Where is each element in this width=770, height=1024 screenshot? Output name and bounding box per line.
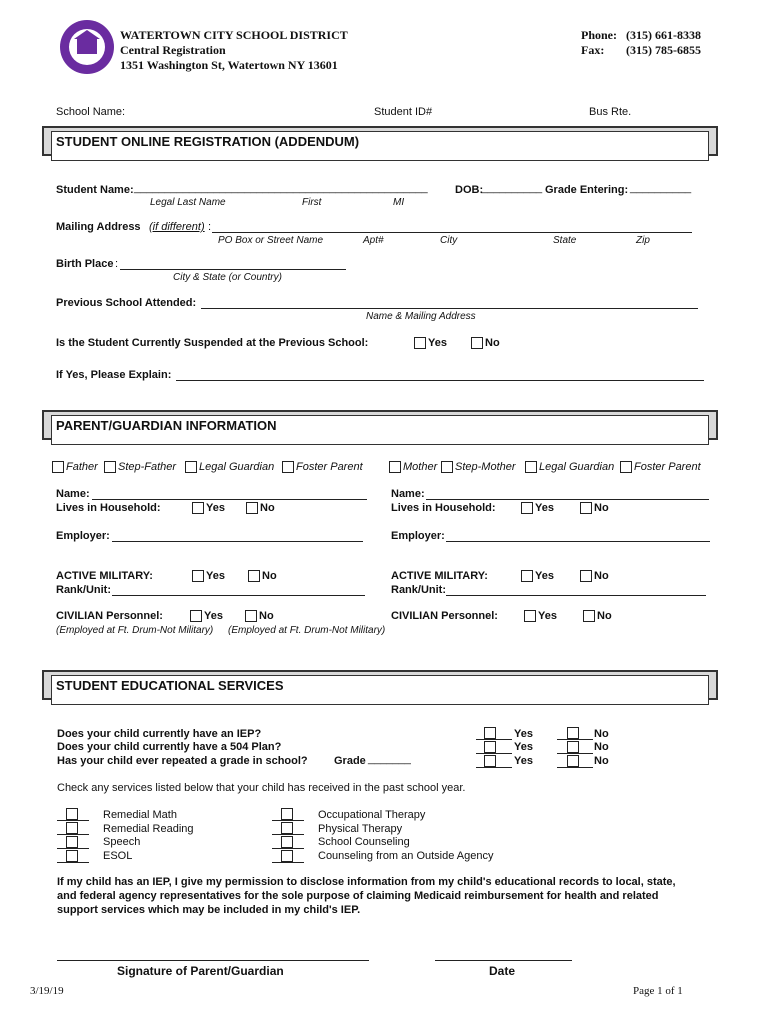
father-checkbox[interactable] [52, 461, 64, 473]
outside-counseling-checkbox[interactable] [281, 850, 293, 862]
civilian-note-right: (Employed at Ft. Drum-Not Military) [228, 625, 386, 636]
section-title: STUDENT EDUCATIONAL SERVICES [56, 678, 284, 693]
service-occupational-therapy: Occupational Therapy [318, 809, 426, 821]
parent1-military-label: ACTIVE MILITARY: [56, 570, 153, 582]
parent2-lives-yes-checkbox[interactable] [521, 502, 533, 514]
district-name: WATERTOWN CITY SCHOOL DISTRICT [120, 28, 348, 42]
signature-date-field[interactable] [435, 960, 572, 961]
service-line [57, 862, 89, 863]
parent1-lives-yes-checkbox[interactable] [192, 502, 204, 514]
iep-no-line [557, 739, 593, 740]
service-speech: Speech [103, 836, 141, 848]
parent-signature-label: Signature of Parent/Guardian [117, 964, 284, 978]
iep-yes-label: Yes [514, 728, 533, 740]
student-name-label: Student Name: [56, 184, 134, 196]
repeat-no-label: No [594, 755, 609, 767]
page-number: Page 1 of 1 [633, 985, 683, 997]
parent2-military-yes: Yes [535, 570, 554, 582]
step-mother-checkbox[interactable] [441, 461, 453, 473]
parent1-military-yes-checkbox[interactable] [192, 570, 204, 582]
parent2-civilian-label: CIVILIAN Personnel: [391, 610, 498, 622]
parent1-lives-label: Lives in Household: [56, 502, 161, 514]
explain-label: If Yes, Please Explain: [56, 369, 172, 381]
services-instructions: Check any services listed below that your child has received in the past school year. [57, 782, 466, 794]
role-legal-guardian-left: Legal Guardian [199, 461, 275, 473]
civilian-note-left: (Employed at Ft. Drum-Not Military) [56, 625, 214, 636]
parent2-lives-no: No [594, 502, 609, 514]
legal-guardian-right-checkbox[interactable] [525, 461, 537, 473]
student-name-field[interactable]: ________________________________________________ [134, 182, 428, 194]
iep-no-label: No [594, 728, 609, 740]
birth-place-label: Birth Place [56, 258, 114, 270]
first-name-caption: First [302, 197, 322, 208]
parent2-lives-label: Lives in Household: [391, 502, 496, 514]
parent1-employer-field[interactable] [112, 541, 363, 542]
question-iep: Does your child currently have an IEP? [57, 728, 262, 740]
mailing-address-label: Mailing Address [56, 221, 141, 233]
parent1-civilian-yes: Yes [204, 610, 223, 622]
service-school-counseling: School Counseling [318, 836, 410, 848]
school-counseling-checkbox[interactable] [281, 836, 293, 848]
repeat-no-checkbox[interactable] [567, 755, 579, 767]
parent2-employer-label: Employer: [391, 530, 445, 542]
mi-caption: MI [393, 197, 405, 208]
grade-entering-field[interactable]: __________ [630, 182, 692, 194]
birth-colon: : [115, 258, 119, 270]
revision-date: 3/19/19 [30, 985, 64, 997]
parent1-civilian-label: CIVILIAN Personnel: [56, 610, 163, 622]
explain-field[interactable] [176, 380, 704, 381]
iep-yes-checkbox[interactable] [484, 727, 496, 739]
repeat-yes-label: Yes [514, 755, 533, 767]
school-name-label: School Name: [56, 106, 126, 118]
parent1-civilian-no: No [259, 610, 274, 622]
service-line [272, 820, 304, 821]
legal-last-name-caption: Legal Last Name [150, 197, 226, 208]
role-mother: Mother [403, 461, 438, 473]
service-physical-therapy: Physical Therapy [318, 823, 403, 835]
remedial-math-checkbox[interactable] [66, 808, 78, 820]
plan504-yes-label: Yes [514, 741, 533, 753]
plan504-no-checkbox[interactable] [567, 741, 579, 753]
service-line [57, 820, 89, 821]
mailing-address-field[interactable] [212, 232, 692, 233]
service-line [57, 834, 89, 835]
parent1-rank-field[interactable] [112, 595, 365, 596]
foster-parent-left-checkbox[interactable] [282, 461, 294, 473]
parent2-name-label: Name: [391, 488, 425, 500]
role-legal-guardian-right: Legal Guardian [539, 461, 615, 473]
service-outside-counseling: Counseling from an Outside Agency [318, 850, 494, 862]
parent1-civilian-no-checkbox[interactable] [245, 610, 257, 622]
parent1-employer-label: Employer: [56, 530, 110, 542]
service-esol: ESOL [103, 850, 133, 862]
parent1-military-no-checkbox[interactable] [248, 570, 260, 582]
service-remedial-reading: Remedial Reading [103, 823, 194, 835]
suspended-question: Is the Student Currently Suspended at the Previous School: [56, 337, 369, 349]
iep-permission-line-3: support services which may be included in my child's IEP. [57, 904, 361, 916]
plan504-yes-checkbox[interactable] [484, 741, 496, 753]
signature-date-label: Date [489, 964, 516, 978]
service-line [57, 848, 89, 849]
phone-number: (315) 661-8338 [626, 28, 701, 42]
fax-label: Fax: [581, 43, 605, 57]
parent2-military-no: No [594, 570, 609, 582]
physical-therapy-checkbox[interactable] [281, 822, 293, 834]
section-parent-header [42, 410, 718, 440]
parent1-military-no: No [262, 570, 277, 582]
parent1-name-field[interactable] [92, 499, 367, 500]
parent2-military-no-checkbox[interactable] [580, 570, 592, 582]
parent2-name-field[interactable] [426, 499, 709, 500]
previous-school-label: Previous School Attended: [56, 297, 197, 309]
service-line [272, 848, 304, 849]
if-different-note: (if different) [149, 221, 205, 233]
parent2-lives-yes: Yes [535, 502, 554, 514]
section-title: PARENT/GUARDIAN INFORMATION [56, 418, 277, 433]
dob-label: DOB: [455, 184, 484, 196]
legal-guardian-left-checkbox[interactable] [185, 461, 197, 473]
district-address: 1351 Washington St, Watertown NY 13601 [120, 58, 338, 72]
parent2-civilian-yes: Yes [538, 610, 557, 622]
city-state-caption: City & State (or Country) [173, 272, 282, 283]
role-step-mother: Step-Mother [455, 461, 516, 473]
fax-number: (315) 785-6855 [626, 43, 701, 57]
parent2-civilian-yes-checkbox[interactable] [524, 610, 536, 622]
repeat-yes-line [476, 767, 512, 768]
parent2-military-yes-checkbox[interactable] [521, 570, 533, 582]
suspended-no-label: No [485, 337, 500, 349]
parent1-rank-label: Rank/Unit: [56, 584, 111, 596]
parent2-military-label: ACTIVE MILITARY: [391, 570, 488, 582]
service-remedial-math: Remedial Math [103, 809, 177, 821]
suspended-yes-label: Yes [428, 337, 447, 349]
parent1-lives-no-checkbox[interactable] [246, 502, 258, 514]
bus-route-label: Bus Rte. [589, 106, 632, 118]
foster-parent-right-checkbox[interactable] [620, 461, 632, 473]
section-services-header [42, 670, 718, 700]
grade-label: Grade [334, 755, 366, 767]
city-caption: City [440, 235, 458, 246]
plan504-no-line [557, 753, 593, 754]
parent2-rank-field[interactable] [446, 595, 706, 596]
question-504: Does your child currently have a 504 Plan? [57, 741, 282, 753]
plan504-yes-line [476, 753, 512, 754]
role-foster-parent-right: Foster Parent [634, 461, 701, 473]
plan504-no-label: No [594, 741, 609, 753]
section-registration-header [42, 126, 718, 156]
grade-field[interactable]: _______ [368, 753, 411, 765]
state-caption: State [553, 235, 577, 246]
dob-field[interactable]: __________ [481, 182, 543, 194]
apt-caption: Apt# [363, 235, 384, 246]
parent1-name-label: Name: [56, 488, 90, 500]
parent2-rank-label: Rank/Unit: [391, 584, 446, 596]
role-father: Father [66, 461, 98, 473]
occupational-therapy-checkbox[interactable] [281, 808, 293, 820]
iep-permission-line-2: and federal agency representatives for the sole purpose of claiming Medicaid reimbursement for health and related [57, 890, 659, 902]
remedial-reading-checkbox[interactable] [66, 822, 78, 834]
role-foster-parent-left: Foster Parent [296, 461, 363, 473]
birth-place-field[interactable] [120, 269, 346, 270]
repeat-yes-checkbox[interactable] [484, 755, 496, 767]
mother-checkbox[interactable] [389, 461, 401, 473]
parent2-civilian-no-checkbox[interactable] [583, 610, 595, 622]
parent2-employer-field[interactable] [446, 541, 710, 542]
parent2-civilian-no: No [597, 610, 612, 622]
parent1-military-yes: Yes [206, 570, 225, 582]
parent-signature-field[interactable] [57, 960, 369, 961]
suspended-yes-checkbox[interactable] [414, 337, 426, 349]
parent1-lives-yes: Yes [206, 502, 225, 514]
section-title: STUDENT ONLINE REGISTRATION (ADDENDUM) [56, 134, 360, 149]
grade-entering-label: Grade Entering: [545, 184, 629, 196]
district-seal-logo [60, 20, 114, 74]
service-line [272, 862, 304, 863]
office-name: Central Registration [120, 43, 226, 57]
service-line [272, 834, 304, 835]
student-id-label: Student ID# [374, 106, 433, 118]
question-repeat-grade: Has your child ever repeated a grade in school? [57, 755, 308, 767]
role-step-father: Step-Father [118, 461, 177, 473]
speech-checkbox[interactable] [66, 836, 78, 848]
phone-label: Phone: [581, 28, 617, 42]
parent1-civilian-yes-checkbox[interactable] [190, 610, 202, 622]
po-box-caption: PO Box or Street Name [218, 235, 324, 246]
parent1-lives-no: No [260, 502, 275, 514]
esol-checkbox[interactable] [66, 850, 78, 862]
iep-no-checkbox[interactable] [567, 727, 579, 739]
suspended-no-checkbox[interactable] [471, 337, 483, 349]
iep-yes-line [476, 739, 512, 740]
name-mailing-caption: Name & Mailing Address [366, 311, 476, 322]
mailing-colon: : [208, 221, 212, 233]
iep-permission-line-1: If my child has an IEP, I give my permission to disclose information from my child's educational records to local, state, [57, 876, 676, 888]
repeat-no-line [557, 767, 593, 768]
step-father-checkbox[interactable] [104, 461, 116, 473]
previous-school-field[interactable] [201, 308, 698, 309]
parent2-lives-no-checkbox[interactable] [580, 502, 592, 514]
zip-caption: Zip [636, 235, 650, 246]
